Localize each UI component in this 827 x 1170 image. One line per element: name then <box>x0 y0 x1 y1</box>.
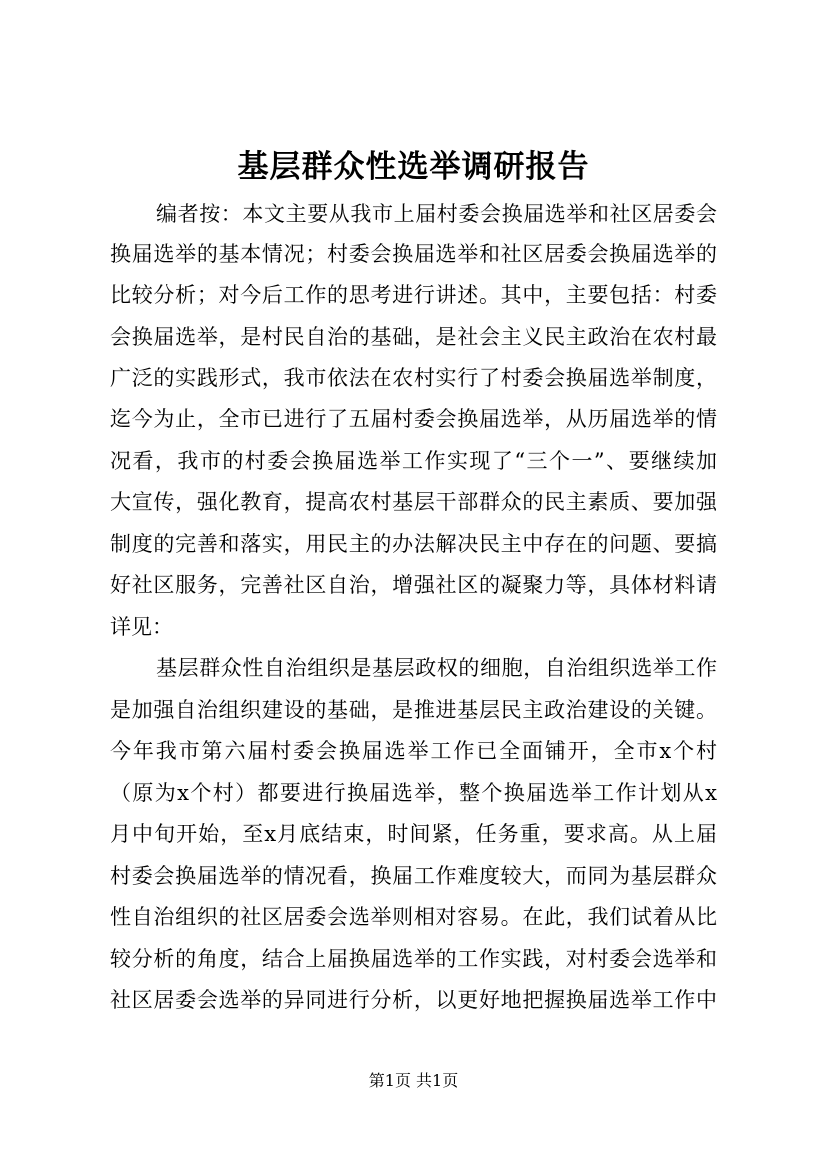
paragraph-line: 今年我市第六届村委会换届选举工作已全面铺开，全市x个村 <box>110 739 717 763</box>
paragraph-line: 制度的完善和落实，用民主的办法解决民主中存在的问题、要搞 <box>110 532 717 556</box>
paragraph-line: 迄今为止，全市已进行了五届村委会换届选举，从历届选举的情 <box>110 407 717 431</box>
paragraph-line: 会换届选举，是村民自治的基础，是社会主义民主政治在农村最 <box>110 325 717 349</box>
paragraph-line: 广泛的实践形式，我市依法在农村实行了村委会换届选举制度， <box>110 366 717 390</box>
paragraph-line: （原为x个村）都要进行换届选举，整个换届选举工作计划从x <box>110 781 717 805</box>
document-title: 基层群众性选举调研报告 <box>237 149 590 185</box>
paragraph-line: 况看，我市的村委会换届选举工作实现了“三个一”、要继续加 <box>110 449 717 473</box>
paragraph-line: 社区居委会选举的异同进行分析，以更好地把握换届选举工作中 <box>110 988 717 1012</box>
paragraph-line: 基层群众性自治组织是基层政权的细胞，自治组织选举工作 <box>156 656 717 680</box>
paragraph-line: 编者按：本文主要从我市上届村委会换届选举和社区居委会 <box>156 202 717 226</box>
paragraph-line: 性自治组织的社区居委会选举则相对容易。在此，我们试着从比 <box>110 905 717 929</box>
paragraph-line: 是加强自治组织建设的基础，是推进基层民主政治建设的关键。 <box>110 698 717 722</box>
paragraph-line: 月中旬开始，至x月底结束，时间紧，任务重，要求高。从上届 <box>110 822 717 846</box>
paragraph-line: 比较分析；对今后工作的思考进行讲述。其中，主要包括：村委 <box>110 283 717 307</box>
paragraph-line: 大宣传，强化教育，提高农村基层干部群众的民主素质、要加强 <box>110 490 717 514</box>
paragraph-line: 较分析的角度，结合上届换届选举的工作实践，对村委会选举和 <box>110 947 717 971</box>
paragraph-line: 村委会换届选举的情况看，换届工作难度较大，而同为基层群众 <box>110 864 717 888</box>
paragraph-line: 详见： <box>110 615 173 639</box>
page-footer: 第1页 共1页 <box>368 1071 459 1090</box>
paragraph-line: 换届选举的基本情况；村委会换届选举和社区居委会换届选举的 <box>110 242 717 266</box>
paragraph-line: 好社区服务，完善社区自治，增强社区的凝聚力等，具体材料请 <box>110 573 717 597</box>
